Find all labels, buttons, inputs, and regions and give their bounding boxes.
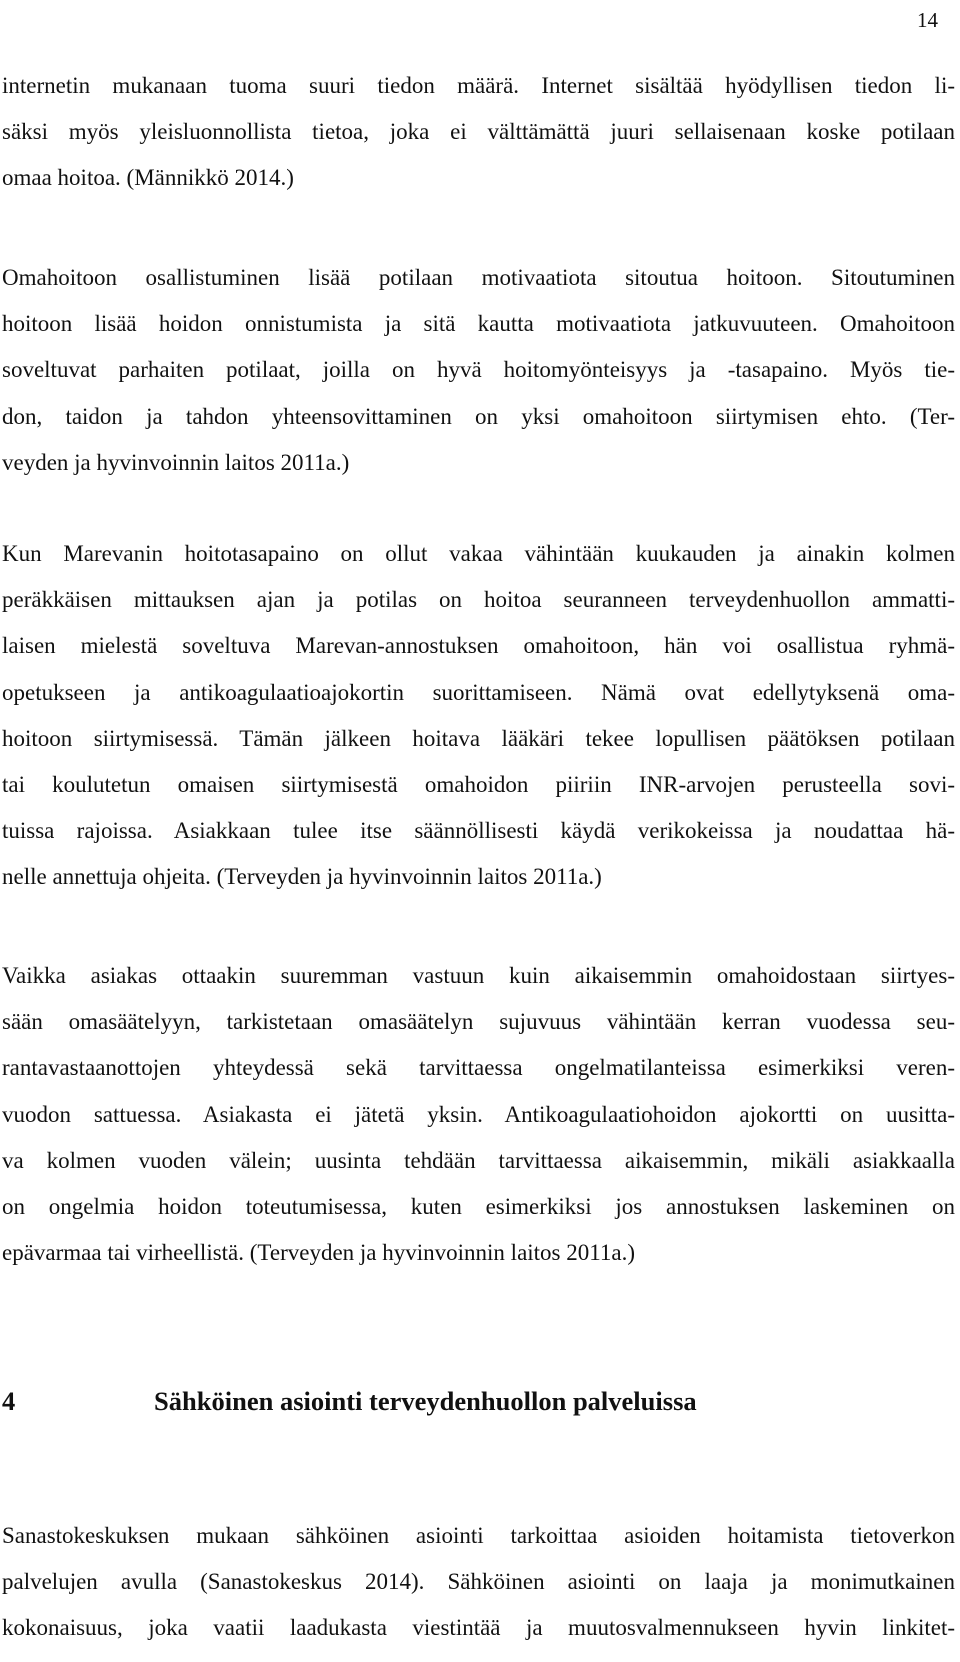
text-line: opetukseen ja antikoagulaatioajokortin suorittamiseen. Nämä ovat edellytyksenä oma-: [2, 679, 955, 705]
text-line: omaa hoitoa. (Männikkö 2014.): [2, 165, 294, 191]
text-line: vuodon sattuessa. Asiakasta ei jätetä yksin. Antikoagulaatiohoidon ajokortti on uusitta-: [2, 1101, 955, 1127]
page-number: 14: [917, 8, 938, 32]
paragraph: [2, 1523, 955, 1662]
text-line: tai koulutetun omaisen siirtymisestä omahoidon piiriin INR-arvojen perusteella sovi-: [2, 771, 955, 797]
section-number: 4: [2, 1386, 16, 1416]
text-line: hoitoon siirtymisessä. Tämän jälkeen hoitava lääkäri tekee lopullisen päätöksen potilaan: [2, 725, 955, 751]
text-line: Sanastokeskuksen mukaan sähköinen asiointi tarkoittaa asioiden hoitamista tietoverkon: [2, 1523, 955, 1548]
text-line: va kolmen vuoden välein; uusinta tehdään tarvittaessa aikaisemmin, mikäli asiakkaalla: [2, 1147, 955, 1173]
text-line: Omahoitoon osallistuminen lisää potilaan motivaatiota sitoutua hoitoon. Sitoutuminen: [2, 265, 955, 290]
text-line: sään omasäätelyyn, tarkistetaan omasäätelyn sujuvuus vähintään kerran vuodessa seu-: [2, 1009, 955, 1035]
text-line: veyden ja hyvinvoinnin laitos 2011a.): [2, 449, 350, 475]
text-line: hoitoon lisää hoidon onnistumista ja sitä kautta motivaatiota jatkuvuuteen. Omahoitoon: [2, 311, 955, 337]
text-line: Vaikka asiakas ottaakin suuremman vastuun kuin aikaisemmin omahoidostaan siirtyes-: [2, 963, 955, 988]
text-line: peräkkäisen mittauksen ajan ja potilas on hoitoa seuranneen terveydenhuollon ammatti-: [2, 587, 955, 613]
section-heading: [2, 1385, 955, 1417]
text-line: on ongelmia hoidon toteutumisessa, kuten esimerkiksi jos annostuksen laskeminen on: [2, 1193, 955, 1219]
paragraph: [2, 73, 955, 212]
text-line: internetin mukanaan tuoma suuri tiedon määrä. Internet sisältää hyödyllisen tiedon li-: [2, 73, 955, 98]
text-line: tuissa rajoissa. Asiakkaan tulee itse säännöllisesti käydä verikokeissa ja noudattaa hä-: [2, 818, 955, 844]
text-line: soveltuvat parhaiten potilaat, joilla on hyvä hoitomyönteisyys ja -tasapaino. Myös tie-: [2, 357, 955, 383]
text-line: nelle annettuja ohjeita. (Terveyden ja hyvinvoinnin laitos 2011a.): [2, 864, 602, 890]
text-line: rantavastaanottojen yhteydessä sekä tarvittaessa ongelmatilanteissa esimerkiksi veren-: [2, 1055, 955, 1081]
text-line: laisen mielestä soveltuva Marevan-annostuksen omahoitoon, hän voi osallistua ryhmä-: [2, 633, 955, 659]
text-line: kokonaisuus, joka vaatii laadukasta viestintää ja muutosvalmennukseen hyvin linkitet-: [2, 1615, 955, 1641]
text-line: Kun Marevanin hoitotasapaino on ollut vakaa vähintään kuukauden ja ainakin kolmen: [2, 541, 955, 566]
paragraph: [2, 963, 955, 1286]
text-line: palvelujen avulla (Sanastokeskus 2014). Sähköinen asiointi on laaja ja monimutkainen: [2, 1569, 955, 1595]
text-line: epävarmaa tai virheellistä. (Terveyden ja hyvinvoinnin laitos 2011a.): [2, 1240, 636, 1266]
text-line: säksi myös yleisluonnollista tietoa, joka ei välttämättä juuri sellaisenaan koske potilaan: [2, 119, 955, 145]
text-line: don, taidon ja tahdon yhteensovittaminen on yksi omahoitoon siirtymisen ehto. (Ter-: [2, 403, 955, 429]
paragraph: [2, 265, 955, 496]
paragraph: [2, 541, 955, 911]
section-title: Sähköinen asiointi terveydenhuollon palveluissa: [154, 1386, 697, 1416]
